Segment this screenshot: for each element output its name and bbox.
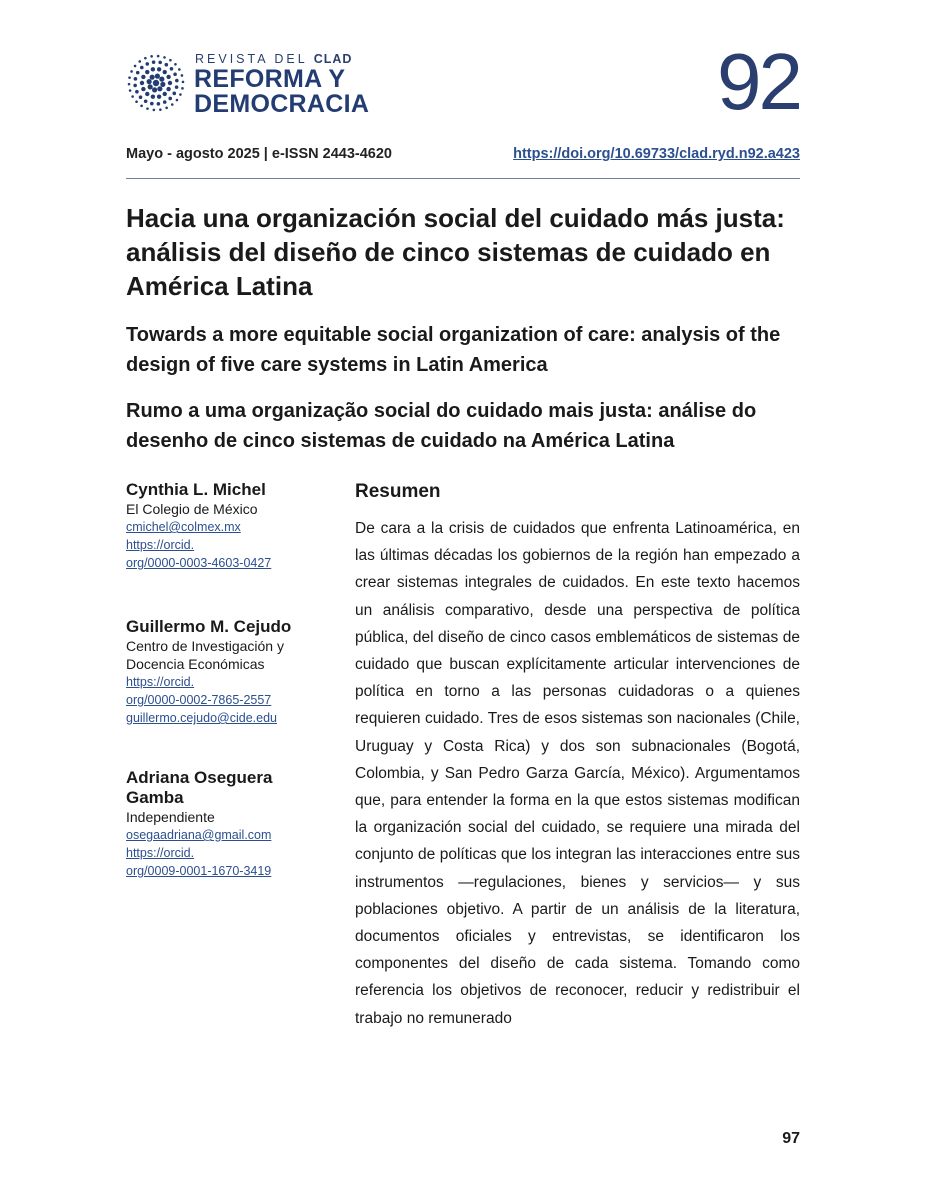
- logo-dot: [128, 76, 131, 79]
- author-block: [126, 480, 271, 572]
- logo-dot: [141, 75, 145, 79]
- logo-dot: [159, 108, 162, 111]
- date-issn: Mayo - agosto 2025 | e-ISSN 2443-4620: [126, 146, 392, 162]
- logo-dot: [150, 75, 155, 80]
- logo-dot: [169, 59, 172, 62]
- logo-dot: [147, 79, 152, 84]
- logo-dot: [178, 68, 181, 71]
- logo-dot: [158, 61, 162, 65]
- logo-dot: [151, 67, 155, 71]
- author-block: [126, 768, 326, 880]
- logo-dot: [157, 86, 162, 91]
- journal-title-line2: DEMOCRACIA: [194, 90, 370, 118]
- logo-dot: [163, 70, 167, 74]
- author-name: Adriana Oseguera: [126, 768, 273, 787]
- title-portuguese: Rumo a uma organização social do cuidado mais justa: análise do desenho de cinco sistemas de cuidado na América Latina: [126, 400, 757, 452]
- logo-dot: [150, 55, 153, 58]
- logo-dot: [175, 79, 179, 83]
- logo-dot: [138, 60, 141, 63]
- logo-dot: [145, 92, 149, 96]
- logo-dot: [136, 71, 140, 75]
- author-orcid-link[interactable]: https://orcid.: [126, 538, 195, 552]
- author-orcid-link[interactable]: https://orcid.: [126, 846, 195, 860]
- logo-dot: [163, 92, 167, 96]
- logo-dot: [176, 99, 179, 102]
- logo-dot: [181, 74, 184, 77]
- header-divider: [126, 178, 800, 179]
- author-email-link[interactable]: guillermo.cejudo@cide.edu: [126, 711, 277, 725]
- journal-title-line1: REFORMA Y: [194, 65, 346, 93]
- logo-dot: [163, 100, 167, 104]
- logo-dot: [168, 81, 172, 85]
- issue-number: 92: [717, 37, 800, 126]
- logo-dot: [171, 103, 174, 106]
- logo-dot: [179, 93, 182, 96]
- logo-dot: [135, 90, 139, 94]
- logo-dot: [157, 55, 160, 58]
- logo-dot: [175, 85, 179, 89]
- author-orcid-link-cont[interactable]: org/0000-0002-7865-2557: [126, 693, 272, 707]
- author-orcid-link-cont[interactable]: org/0000-0003-4603-0427: [126, 556, 272, 570]
- logo-dot: [182, 81, 185, 84]
- abstract-body: De cara a la crisis de cuidados que enfrenta Latinoamérica, en las últimas décadas los gobiernos de la región han empezado a crear sistemas integrales de cuidados. En este texto hacemos un análisis comparativo, desde una perspectiva de política pública, del diseño de cinco casos emblemáticos de sistemas de cuidado que buscan explícitamente articular intervenciones de política en torno a las personas cuidadoras o a quienes requieren cuidado. Tres de esos sistemas son nacionales (Chile, Uruguay y Costa Rica) y dos son subnacionales (Bogotá, Colombia, y San Pedro Garza García, México). Argumentamos que, para entender la forma en la que estos sistemas modifican la organización social del cuidado, se requiere una mirada del conjunto de políticas que los integran las interacciones entre sus instrumentos —regulaciones, bienes y servicios— y sus poblaciones objetivo. A partir de un análisis de la literatura, documentos oficiales y entrevistas, se identificaron los componentes del diseño de cada sistema. Tomando como referencia los objetivos de reconocer, reducir y redistribuir el trabajo no remunerado: [355, 520, 800, 1027]
- logo-dot: [140, 81, 144, 85]
- author-name: Cynthia L. Michel: [126, 480, 266, 499]
- author-affiliation: El Colegio de México: [126, 501, 258, 517]
- clad-logo-icon: [126, 53, 186, 113]
- author-email-link[interactable]: cmichel@colmex.mx: [126, 520, 241, 534]
- logo-dot: [151, 94, 155, 98]
- author-name: Guillermo M. Cejudo: [126, 617, 292, 636]
- logo-dot: [141, 87, 145, 91]
- logo-dot: [173, 72, 177, 76]
- title-spanish: Hacia una organización social del cuidado más justa: análisis del diseño de cinco sistemas de cuidado en América Latina: [126, 203, 785, 301]
- logo-dot: [131, 95, 134, 98]
- logo-dot: [168, 97, 172, 101]
- logo-dot: [163, 56, 166, 59]
- logo-dot: [155, 74, 160, 79]
- logo-dot: [129, 89, 132, 92]
- logo-dot: [144, 99, 148, 103]
- logo-dot: [146, 107, 149, 110]
- logo-dot: [139, 95, 143, 99]
- author-affiliation: Independiente: [126, 809, 215, 825]
- journal-title: [194, 67, 369, 117]
- author-orcid-link[interactable]: https://orcid.: [126, 675, 195, 689]
- logo-dot: [165, 107, 168, 110]
- logo-dot: [181, 87, 184, 90]
- logo-dot: [145, 62, 149, 66]
- author-affiliation: Centro de Investigación y: [126, 638, 284, 654]
- logo-dot: [133, 84, 137, 88]
- logo-dot: [159, 77, 164, 82]
- logo-dot: [135, 100, 138, 103]
- logo-dot: [130, 70, 133, 73]
- logo-dot: [157, 94, 161, 98]
- author-email-link[interactable]: osegaadriana@gmail.com: [126, 828, 272, 842]
- doi-link[interactable]: https://doi.org/10.69733/clad.ryd.n92.a423: [513, 146, 800, 162]
- logo-dot: [153, 80, 159, 86]
- author-block: [126, 617, 291, 727]
- journal-prefix: REVISTA DEL CLAD: [195, 52, 353, 66]
- author-orcid-link-cont[interactable]: org/0009-0001-1670-3419: [126, 864, 272, 878]
- logo-dot: [165, 63, 169, 67]
- logo-dot: [140, 105, 143, 108]
- author-affiliation-cont: Docencia Económicas: [126, 656, 265, 672]
- logo-dot: [157, 102, 161, 106]
- logo-dot: [166, 75, 170, 79]
- logo-dot: [166, 87, 170, 91]
- journal-org: CLAD: [313, 52, 353, 66]
- logo-dot: [140, 66, 144, 70]
- logo-dot: [128, 83, 131, 86]
- logo-dot: [170, 67, 174, 71]
- logo-dot: [144, 57, 147, 60]
- abstract-heading: Resumen: [355, 481, 441, 502]
- title-english: Towards a more equitable social organization of care: analysis of the design of five care systems in Latin America: [126, 324, 781, 376]
- logo-dot: [152, 60, 156, 64]
- logo-dot: [148, 84, 153, 89]
- logo-dot: [145, 70, 149, 74]
- logo-dot: [160, 82, 165, 87]
- logo-dot: [150, 102, 154, 106]
- logo-dot: [152, 87, 157, 92]
- author-name-cont: Gamba: [126, 788, 184, 807]
- logo-dot: [157, 67, 161, 71]
- logo-dot: [134, 65, 137, 68]
- logo-dot: [172, 92, 176, 96]
- logo-dot: [134, 77, 138, 81]
- page-number: 97: [782, 1130, 800, 1147]
- logo-dot: [174, 63, 177, 66]
- logo-dot: [153, 109, 156, 112]
